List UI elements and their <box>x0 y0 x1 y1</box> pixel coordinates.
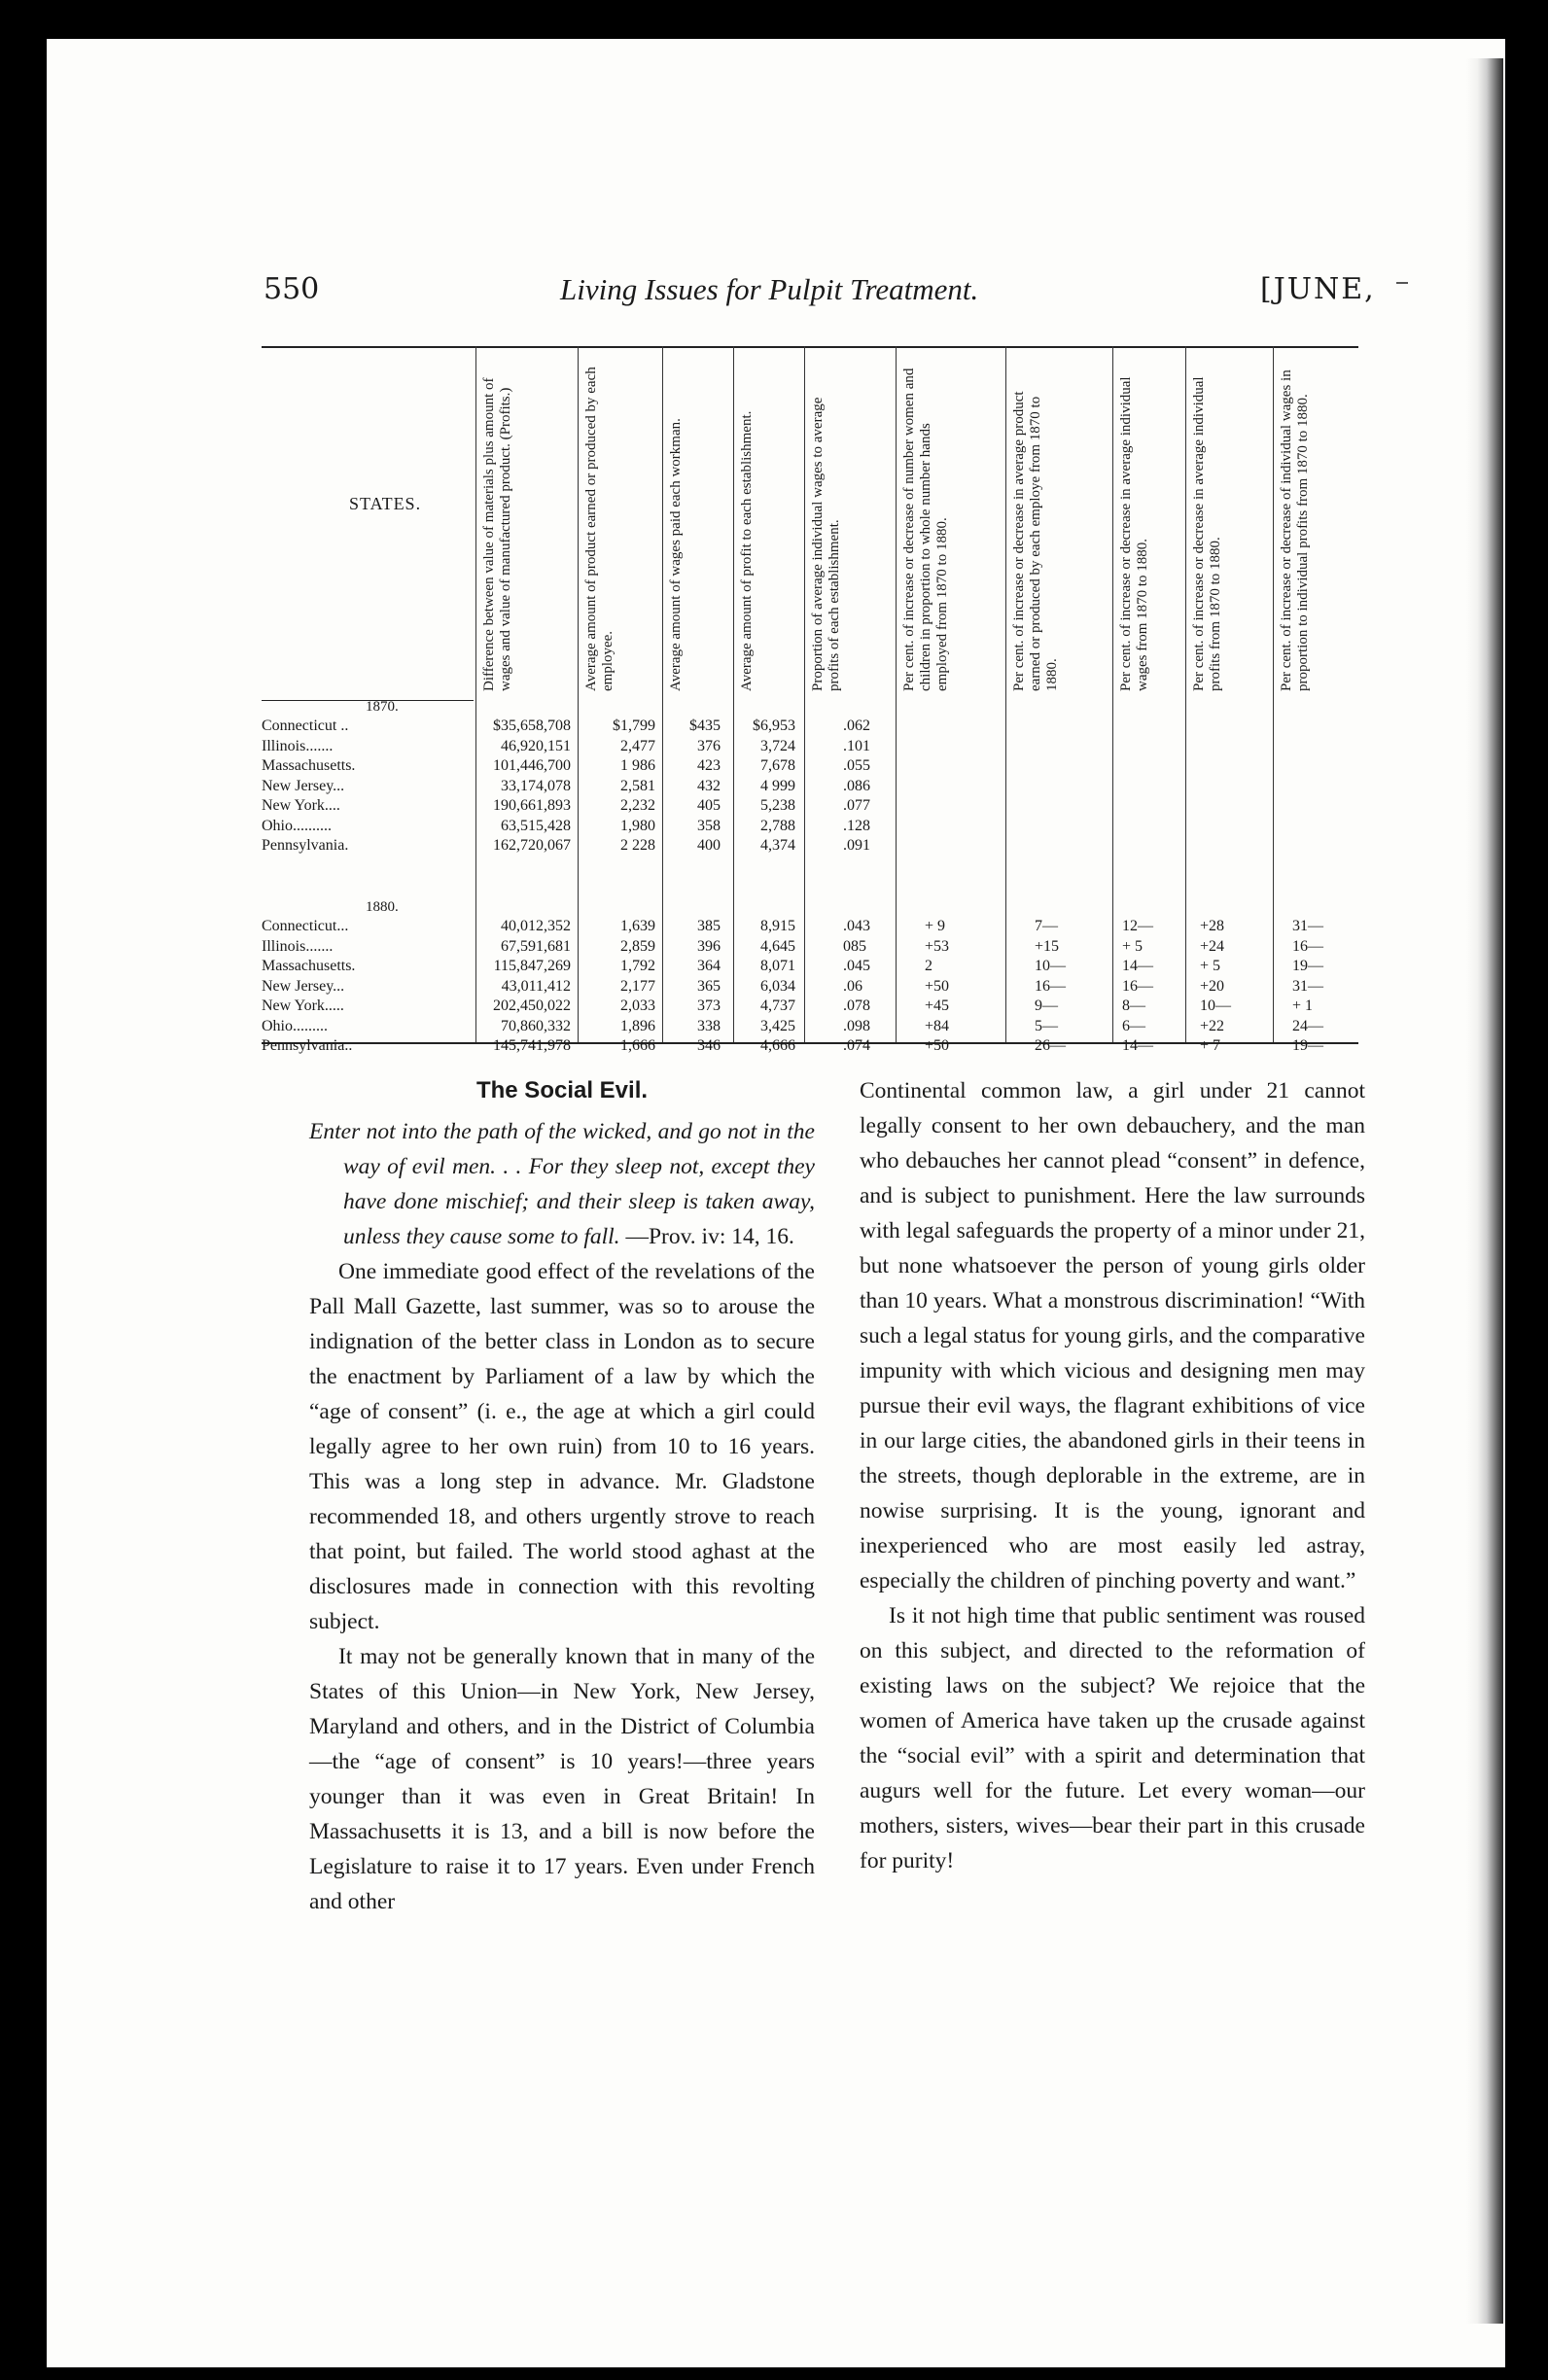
table-cell-product: 2,477 <box>620 737 655 754</box>
table-cell-profit: 4,645 <box>760 937 795 955</box>
table-cell-wages: 432 <box>697 777 721 794</box>
table-cell-women: 2 <box>925 958 932 974</box>
table-cell-profit_pct: +28 <box>1200 918 1225 934</box>
table-cell-wage_pct: 6— <box>1122 1017 1145 1034</box>
column-header-text: Per cent. of increase or decrease in average individual wages from 1870 to 1880. <box>1118 376 1150 691</box>
table-cell-women: +45 <box>925 998 950 1014</box>
table-cell-prop_pct: 19— <box>1292 1037 1323 1054</box>
table-cell-profits: 101,446,700 <box>493 757 571 774</box>
table-cell-profit: 4,374 <box>760 837 795 854</box>
table-cell-profits: 43,011,412 <box>501 977 571 995</box>
table-cell-prop_pct: 16— <box>1292 937 1323 955</box>
table-cell-wages: 338 <box>697 1017 721 1034</box>
table-cell-product: 1,896 <box>620 1017 655 1034</box>
table-row <box>262 718 1358 737</box>
table-row <box>262 1037 1358 1057</box>
column-header-text: Difference between value of materials plus amount of wages and value of manufactured product. (Profits.) <box>481 377 513 691</box>
table-row <box>262 938 1358 958</box>
table-cell-product: 1,639 <box>620 918 655 934</box>
table-cell-product_pct: +15 <box>1035 937 1060 955</box>
table-cell-product: 2,033 <box>620 998 655 1014</box>
table-cell-prop: .055 <box>843 757 870 774</box>
table-cell-prop: .06 <box>843 977 862 995</box>
table-row <box>262 978 1358 998</box>
table-cell-wages: 373 <box>697 998 721 1014</box>
running-header <box>264 272 1391 311</box>
table-cell-state: New York.... <box>262 797 340 814</box>
table-cell-product: 1 986 <box>620 757 655 774</box>
table-cell-profit: 7,678 <box>760 757 795 774</box>
table-cell-profit: 4,737 <box>760 998 795 1014</box>
book-spine-shadow <box>1466 58 1503 2324</box>
table-cell-state: Massachusetts. <box>262 757 356 774</box>
table-cell-wages: 364 <box>697 958 721 974</box>
table-cell-state: Pennsylvania.. <box>262 1037 353 1054</box>
paragraph-2: It may not be generally known that in many of the States of this Union—in New York, New Jersey, Maryland and others, and in the District of Columbia—the “age of consent” is 10 years!—three years younger than it was even in Great Britain! In Massachusetts it is 13, and a bill is now before the Legislature to raise it to 17 years. Even under French and other <box>309 1644 815 1914</box>
column-header-text: Per cent. of increase or decrease of number women and children in proportion to whole number hands employed from 1870 to 1880. <box>901 368 950 691</box>
table-cell-profit_pct: +20 <box>1200 977 1225 995</box>
table-cell-profits: 40,012,352 <box>501 918 571 934</box>
table-cell-prop: .043 <box>843 918 870 934</box>
table-cell-prop: .098 <box>843 1017 870 1034</box>
table-cell-prop: 085 <box>843 937 866 955</box>
table-cell-product: 2,232 <box>620 797 655 814</box>
table-cell-women: +53 <box>925 937 950 955</box>
table-cell-profits: 46,920,151 <box>501 737 571 754</box>
table-cell-wages: 400 <box>697 837 721 854</box>
table-cell-prop: .074 <box>843 1037 870 1054</box>
table-cell-wage_pct: 12— <box>1122 918 1153 934</box>
table-cell-wages: 396 <box>697 937 721 955</box>
table-cell-prop: .091 <box>843 837 870 854</box>
column-header-text: Average amount of product earned or produced by each employee. <box>583 367 616 691</box>
table-cell-product_pct: 10— <box>1035 958 1066 974</box>
article-title: The Social Evil. <box>475 1077 649 1103</box>
table-cell-wages: $435 <box>689 718 721 734</box>
paragraph-3: Continental common law, a girl under 21 cannot legally consent to her own debauchery, and the man who debauches her cannot plead “consent” in defence, and is subject to punishment. Here the law surrounds with legal safeguards the property of a minor under 21, but none whatsoever the person of young girls older than 10 years. What a monstrous discrimination! “With such a legal status for young girls, and the comparative impunity with which vicious and designing men may pursue their evil ways, the flagrant exhibitions of vice in our large cities, the abandoned girls in their teens in the streets, though deplorable in the extreme, are in nowise surprising. It is the young, ignorant and inexperienced who are most easily led astray, especially the children of pinching poverty and want.” <box>860 1078 1365 1593</box>
table-cell-state: Illinois....... <box>262 737 334 754</box>
table-cell-wages: 385 <box>697 918 721 934</box>
table-cell-women: +50 <box>925 1037 950 1054</box>
table-cell-prop_pct: 24— <box>1292 1017 1323 1034</box>
table-cell-product: $1,799 <box>613 718 655 734</box>
column-header <box>1191 366 1271 696</box>
table-cell-profits: 33,174,078 <box>501 777 571 794</box>
column-header-text: Per cent. of increase or decrease in average product earned or produced by each employe from 1870 to 1880. <box>1011 391 1060 691</box>
table-cell-wages: 346 <box>697 1037 721 1054</box>
running-month: [JUNE, <box>1260 272 1376 306</box>
table-cell-wages: 405 <box>697 797 721 814</box>
table-row <box>262 738 1358 757</box>
statistics-table <box>262 346 1358 1054</box>
table-cell-profits: 70,860,332 <box>501 1017 571 1034</box>
table-cell-state: Ohio......... <box>262 1017 328 1034</box>
table-cell-product: 1,666 <box>620 1037 655 1054</box>
table-cell-women: +84 <box>925 1017 950 1034</box>
table-cell-profits: 190,661,893 <box>493 797 571 814</box>
table-cell-wage_pct: 16— <box>1122 977 1153 995</box>
table-cell-wages: 376 <box>697 737 721 754</box>
table-cell-profits: 145,741,978 <box>493 1037 571 1054</box>
table-row <box>262 1018 1358 1037</box>
table-row <box>262 797 1358 817</box>
table-cell-state: Illinois....... <box>262 937 334 955</box>
book-page <box>47 39 1505 2367</box>
table-cell-profit_pct: + 5 <box>1200 958 1221 974</box>
table-cell-profit: 2,788 <box>760 817 795 834</box>
table-cell-product: 1,792 <box>620 958 655 974</box>
table-cell-product: 2,859 <box>620 937 655 955</box>
epigraph <box>309 1114 815 1254</box>
table-cell-profit: 8,915 <box>760 918 795 934</box>
column-header <box>739 366 802 696</box>
table-cell-state: New York..... <box>262 998 344 1014</box>
table-cell-product: 2,177 <box>620 977 655 995</box>
table-cell-product_pct: 26— <box>1035 1037 1066 1054</box>
table-cell-profit: 4 999 <box>760 777 795 794</box>
running-title: Living Issues for Pulpit Treatment. <box>560 272 979 306</box>
table-cell-profit: 6,034 <box>760 977 795 995</box>
table-cell-state: Ohio.......... <box>262 817 332 834</box>
table-cell-profit_pct: +22 <box>1200 1017 1225 1034</box>
year-1880-label: 1880. <box>366 899 399 915</box>
column-header-text: Average amount of wages paid each workman. <box>668 418 684 691</box>
column-header-text: Average amount of profit to each establishment. <box>739 410 755 691</box>
table-cell-profit_pct: 10— <box>1200 998 1231 1014</box>
epigraph-reference: —Prov. iv: 14, 16. <box>625 1224 794 1249</box>
page-number: 550 <box>264 272 320 306</box>
table-row <box>262 918 1358 937</box>
table-cell-prop_pct: 31— <box>1292 977 1323 995</box>
table-cell-profits: 115,847,269 <box>493 958 571 974</box>
column-header-text: Proportion of average individual wages to average profits of each establishment. <box>810 397 842 691</box>
states-column-header: STATES. <box>349 494 422 513</box>
column-header <box>583 366 660 696</box>
table-cell-state: New Jersey... <box>262 977 345 995</box>
table-cell-state: New Jersey... <box>262 777 345 794</box>
table-cell-prop: .062 <box>843 718 870 734</box>
table-cell-profit: 5,238 <box>760 797 795 814</box>
table-cell-product_pct: 5— <box>1035 1017 1058 1034</box>
table-cell-profits: 63,515,428 <box>501 817 571 834</box>
table-cell-product: 1,980 <box>620 817 655 834</box>
table-cell-profit: $6,953 <box>753 718 795 734</box>
table-cell-product_pct: 9— <box>1035 998 1058 1014</box>
table-cell-prop: .045 <box>843 958 870 974</box>
table-cell-product_pct: 7— <box>1035 918 1058 934</box>
paragraph-1: One immediate good effect of the revelations of the Pall Mall Gazette, last summer, was so to arouse the indignation of the better class in London as to secure the enactment by Parliament of a law by which the “age of consent” (i. e., the age at which a girl could legally agree to her own ruin) from 10 to 16 years. This was a long step in advance. Mr. Gladstone recommended 18, and others urgently strove to reach that point, but failed. The world stood aghast at the disclosures made in connection with this revolting subject. <box>309 1259 815 1634</box>
table-cell-wage_pct: 14— <box>1122 958 1153 974</box>
table-cell-product: 2 228 <box>620 837 655 854</box>
table-cell-profit: 8,071 <box>760 958 795 974</box>
table-row <box>262 998 1358 1017</box>
table-cell-product_pct: 16— <box>1035 977 1066 995</box>
year-1870-label: 1870. <box>366 699 399 715</box>
table-cell-state: Pennsylvania. <box>262 837 349 854</box>
table-cell-profits: 162,720,067 <box>493 837 571 854</box>
table-cell-profit: 4,666 <box>760 1037 795 1054</box>
table-cell-prop: .086 <box>843 777 870 794</box>
table-cell-wage_pct: 8— <box>1122 998 1145 1014</box>
column-header <box>1011 366 1110 696</box>
table-row <box>262 958 1358 977</box>
table-cell-prop: .128 <box>843 817 870 834</box>
table-cell-prop_pct: 19— <box>1292 958 1323 974</box>
table-top-rule <box>262 346 1358 348</box>
table-cell-state: Massachusetts. <box>262 958 356 974</box>
table-row <box>262 837 1358 857</box>
epigraph-text: Enter not into the path of the wicked, and go not in the way of evil men. . . For they sleep not, except they have done mischief; and their sleep is taken away, unless they cause some to fall. <box>309 1119 815 1249</box>
table-row <box>262 778 1358 797</box>
column-header-text: Per cent. of increase or decrease in average individual profits from 1870 to 1880. <box>1191 376 1223 691</box>
table-cell-prop: .101 <box>843 737 870 754</box>
table-cell-profit: 3,425 <box>760 1017 795 1034</box>
table-cell-state: Connecticut .. <box>262 718 349 734</box>
table-cell-women: +50 <box>925 977 950 995</box>
table-row <box>262 757 1358 777</box>
table-cell-wages: 423 <box>697 757 721 774</box>
table-row <box>262 818 1358 837</box>
table-cell-profits: 202,450,022 <box>493 998 571 1014</box>
table-cell-prop: .077 <box>843 797 870 814</box>
column-header <box>668 366 731 696</box>
table-cell-wages: 365 <box>697 977 721 995</box>
table-cell-profit_pct: +24 <box>1200 937 1225 955</box>
column-header <box>481 366 576 696</box>
table-cell-wage_pct: + 5 <box>1122 937 1143 955</box>
table-cell-prop_pct: + 1 <box>1292 998 1314 1014</box>
table-cell-state: Connecticut... <box>262 918 349 934</box>
column-header <box>901 366 1003 696</box>
column-header-text: Per cent. of increase or decrease of individual wages in proportion to individual profits from 1870 to 1880. <box>1279 369 1311 691</box>
paragraph-4: Is it not high time that public sentiment was roused on this subject, and directed to the reformation of existing laws on the subject? We rejoice that the women of America have taken up the crusade against the “social evil” with a spirit and determination that augurs well for the future. Let every woman—our mothers, sisters, wives—bear their part in this crusade for purity! <box>860 1603 1365 1873</box>
table-cell-profits: $35,658,708 <box>493 718 571 734</box>
column-header <box>1279 366 1356 696</box>
header-dash <box>1396 282 1408 284</box>
table-cell-profit: 3,724 <box>760 737 795 754</box>
left-text-column <box>309 1073 815 1919</box>
table-cell-wages: 358 <box>697 817 721 834</box>
table-cell-profit_pct: + 7 <box>1200 1037 1221 1054</box>
table-cell-product: 2,581 <box>620 777 655 794</box>
column-header <box>810 366 894 696</box>
table-cell-profits: 67,591,681 <box>501 937 571 955</box>
right-text-column <box>860 1073 1365 1878</box>
table-cell-wage_pct: 14— <box>1122 1037 1153 1054</box>
column-header <box>1118 366 1183 696</box>
table-cell-prop: .078 <box>843 998 870 1014</box>
table-cell-women: + 9 <box>925 918 946 934</box>
table-cell-prop_pct: 31— <box>1292 918 1323 934</box>
